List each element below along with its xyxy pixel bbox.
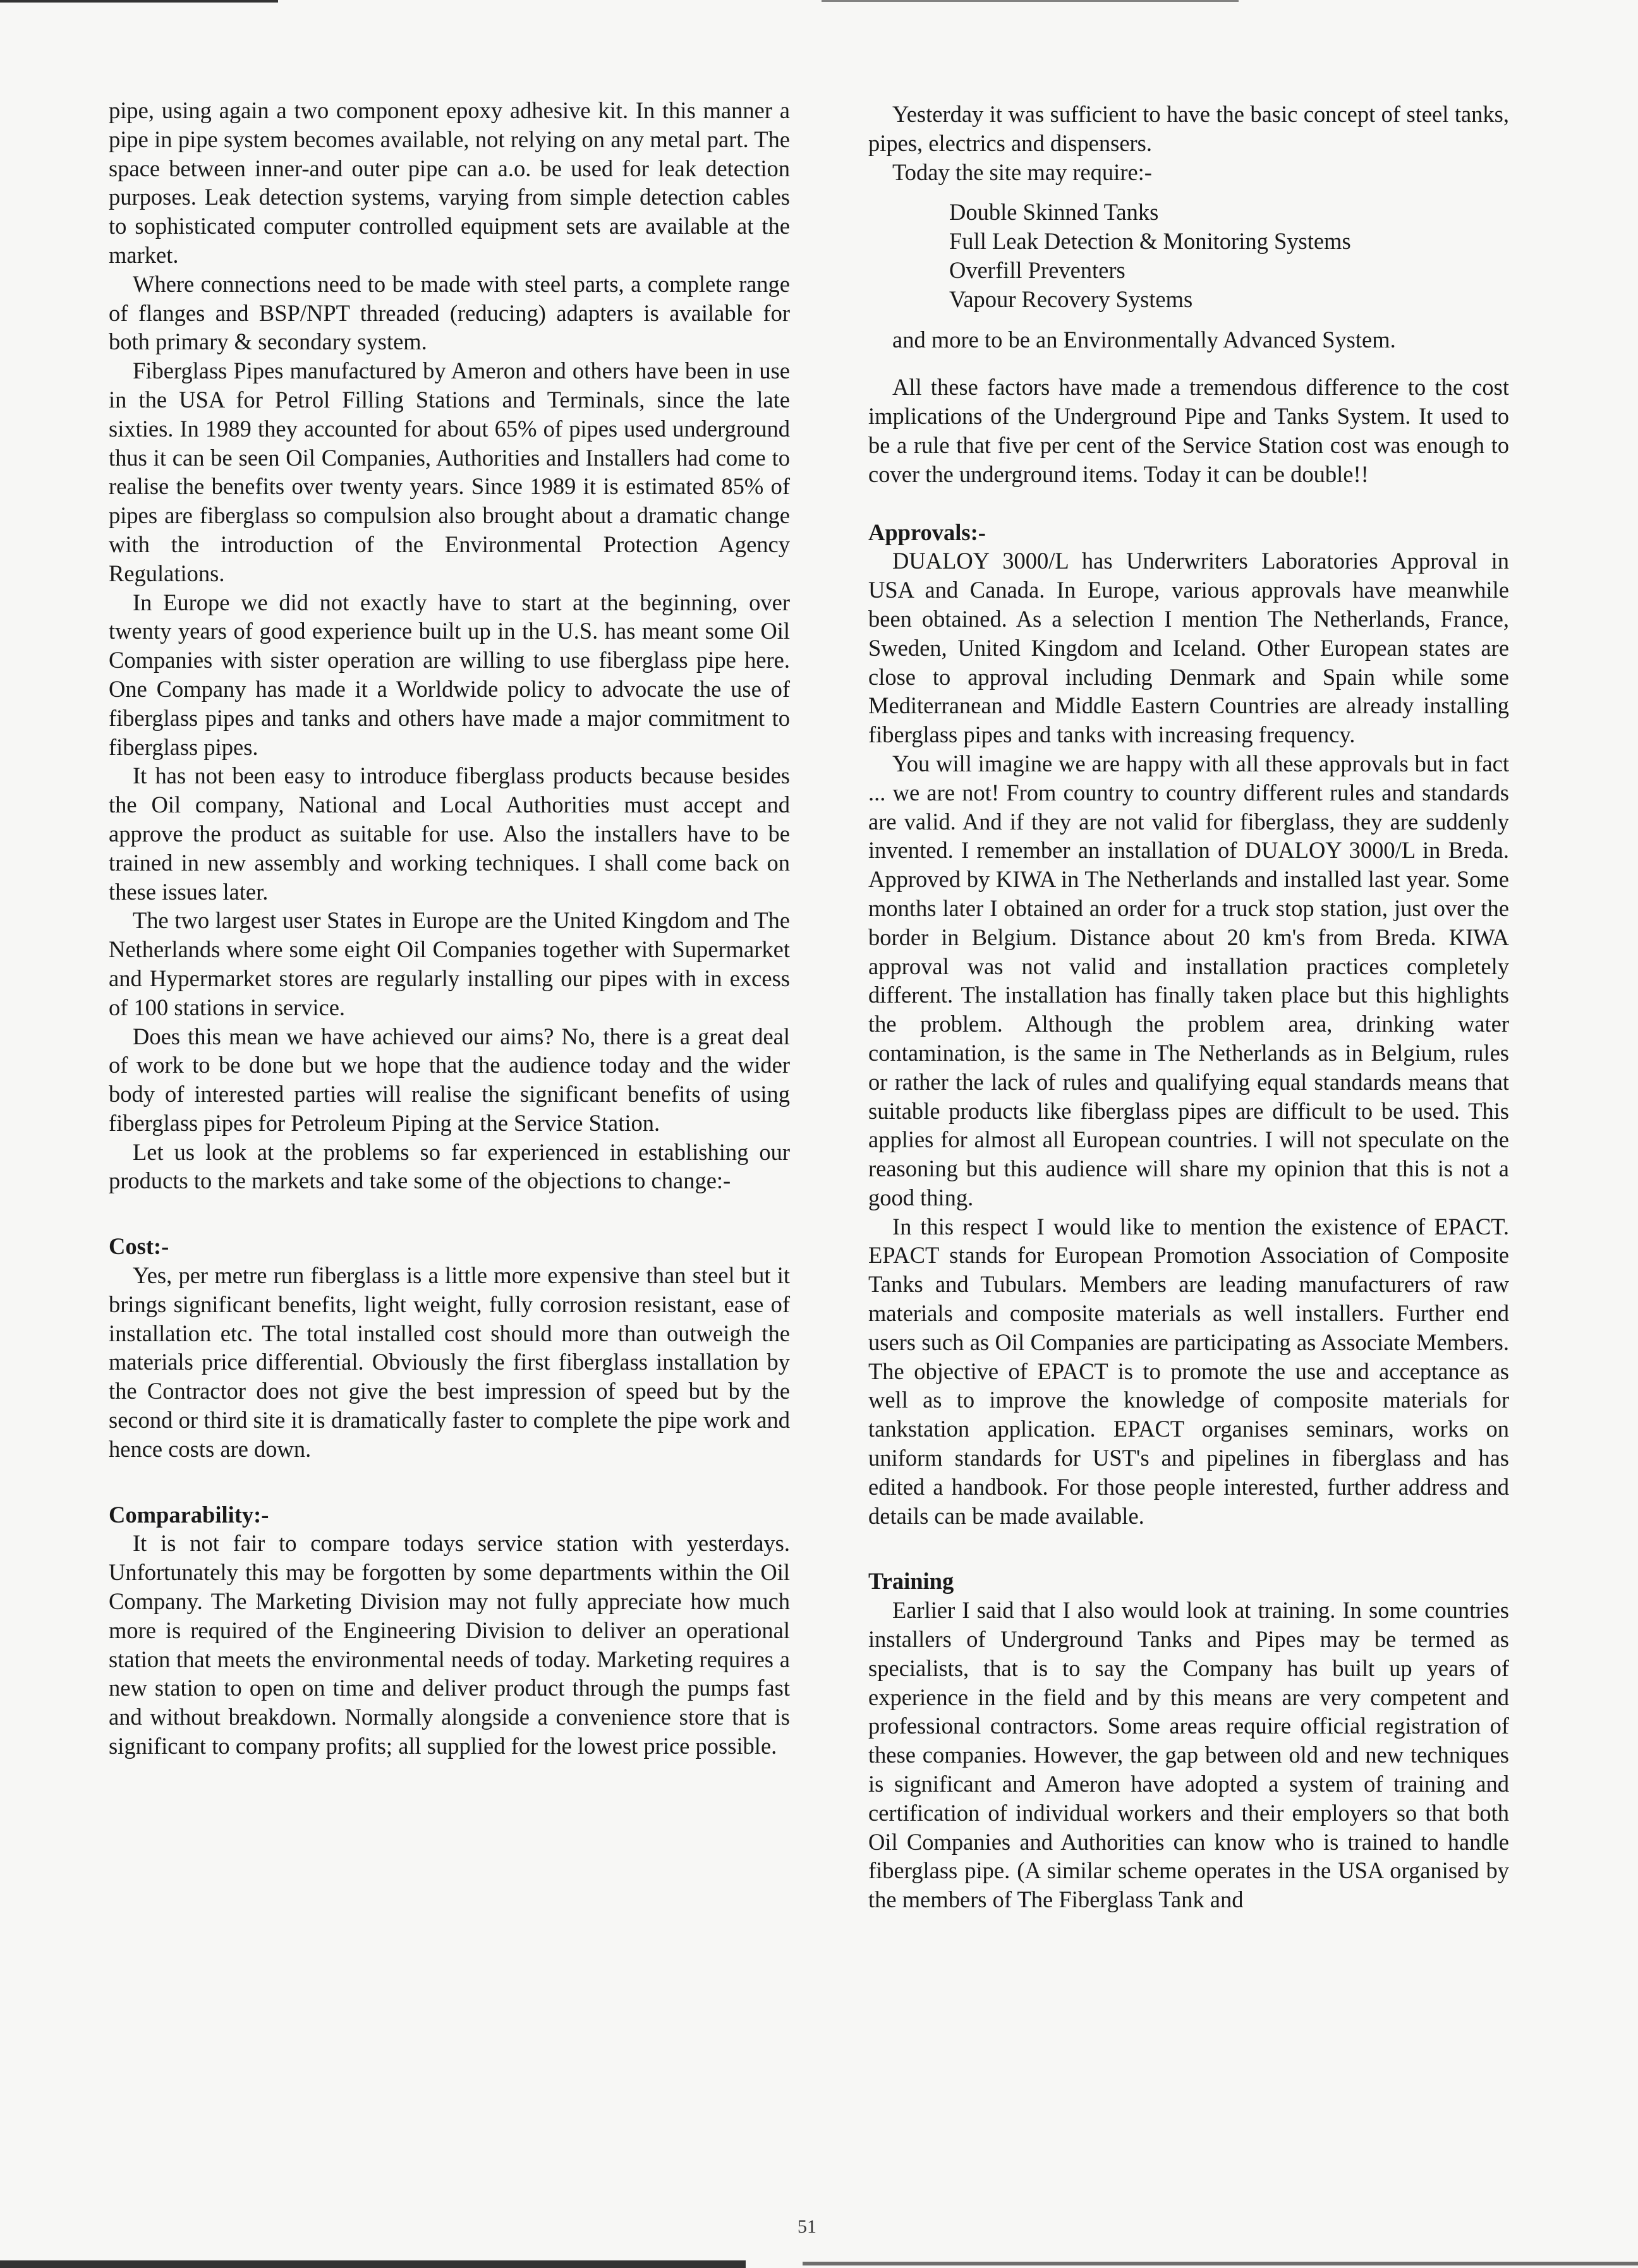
left-column [109, 96, 790, 1761]
list-item: Overfill Preventers [949, 256, 1125, 283]
paragraph: It has not been easy to introduce fiberglass products because besides the Oil company, National and Local Authorities must accept and approve the product as suitable for use. Also the installers have to be trained in new assembly and working techniques. I shall come back on these issues later. [109, 763, 790, 905]
paragraph: and more to be an Environmentally Advanced System. [892, 326, 1396, 353]
paragraph: In this respect I would like to mention the existence of EPACT. EPACT stands for European Promotion Association of Composite Tanks and Tubulars. Members are leading manufacturers of raw materials and composite materials as well installers. Further end users such as Oil Companies are participating as Associate Members. The objective of EPACT is to promote the use and acceptance as well as to improve the knowledge of composite materials for tankstation application. EPACT organises seminars, works on uniform standards for UST's and pipelines in fiberglass and has edited a handbook. For those people interested, further address and details can be made available. [868, 1213, 1509, 1529]
section-heading-training: Training [868, 1568, 954, 1595]
paragraph: The two largest user States in Europe are the United Kingdom and The Netherlands where some eight Oil Companies together with Supermarket and Hypermarket stores are regularly installing our pipes with in excess of 100 stations in service. [109, 907, 790, 1020]
right-column [868, 100, 1509, 1914]
section-gap [868, 1530, 1509, 1567]
requirements-list [949, 198, 1509, 313]
section-heading-approvals: Approvals:- [868, 519, 986, 545]
scan-edge-top-right [822, 0, 1239, 2]
scan-edge-bottom-right [803, 2262, 1638, 2265]
paragraph: In Europe we did not exactly have to start at the beginning, over twenty years of good experience built up in the U.S. has meant some Oil Companies with sister operation are willing to use fiberglass pipe here. One Company has made it a Worldwide policy to advocate the use of fiberglass pipes and tanks and others have made a major commitment to fiberglass pipes. [109, 589, 790, 760]
list-item: Vapour Recovery Systems [949, 286, 1193, 312]
paragraph: Where connections need to be made with steel parts, a complete range of flanges and BSP/NPT threaded (reducing) adapters is available for both primary & secondary system. [109, 270, 790, 355]
scan-edge-top-left [0, 0, 278, 3]
paragraph: Let us look at the problems so far experienced in establishing our products to the markets and take some of the objections to change:- [109, 1138, 790, 1194]
section-heading-comparability: Comparability:- [109, 1501, 269, 1528]
section-gap [109, 1464, 790, 1500]
scan-edge-bottom-left [0, 2260, 746, 2268]
page-number: 51 [798, 2216, 816, 2237]
section-gap [868, 354, 1509, 373]
section-gap [868, 489, 1509, 518]
paragraph: Fiberglass Pipes manufactured by Ameron and others have been in use in the USA for Petrol Filling Stations and Terminals, since the late sixties. In 1989 they accounted for about 65% of pipes used underground thus it can be seen Oil Companies, Authorities and Installers had come to realise the benefits over twenty years. Since 1989 it is estimated 85% of pipes are fiberglass so compulsion also brought about a dramatic change with the introduction of the Environmental Protection Agency Regulations. [109, 358, 790, 586]
paragraph: Does this mean we have achieved our aims? No, there is a great deal of work to be done but we hope that the audience today and the wider body of interested parties will realise the significant benefits of using fiberglass pipes for Petroleum Piping at the Service Station. [109, 1023, 790, 1136]
list-item: Double Skinned Tanks [949, 199, 1159, 226]
paragraph: pipe, using again a two component epoxy adhesive kit. In this manner a pipe in pipe system becomes available, not relying on any metal part. The space between inner-and outer pipe can a.o. be used for leak detection purposes. Leak detection systems, varying from simple detection cables to sophisticated computer controlled equipment sets are available at the market. [109, 97, 790, 268]
paragraph: All these factors have made a tremendous difference to the cost implications of the Underground Pipe and Tanks System. It used to be a rule that five per cent of the Service Station cost was enough to cover the underground items. Today it can be double!! [868, 374, 1509, 487]
paragraph: Yes, per metre run fiberglass is a little more expensive than steel but it brings significant benefits, light weight, fully corrosion resistant, ease of installation etc. The total installed cost should more than outweigh the materials price differential. Obviously the first fiberglass installation by the Contractor does not give the best impression of speed but by the second or third site it is dramatically faster to complete the pipe work and hence costs are down. [109, 1262, 790, 1462]
paragraph: Today the site may require:- [892, 159, 1152, 185]
paragraph: Earlier I said that I also would look at training. In some countries installers of Underground Tanks and Pipes may be termed as specialists, that is to say the Company has built up years of experience in the field and by this means are very competent and professional contractors. Some areas require official registration of these companies. However, the gap between old and new techniques is significant and Ameron have adopted a system of training and certification of individual workers and their employers so that both Oil Companies and Authorities can know who is trained to handle fiberglass pipe. (A similar scheme operates in the USA organised by the members of The Fiberglass Tank and [868, 1597, 1509, 1913]
paragraph: Yesterday it was sufficient to have the basic concept of steel tanks, pipes, electrics and dispensers. [868, 101, 1509, 156]
paragraph: It is not fair to compare todays service station with yesterdays. Unfortunately this may be forgotten by some departments within the Oil Company. The Marketing Division may not fully appreciate how much more is required of the Engineering Division to deliver an operational station that meets the environmental needs of today. Marketing requires a new station to open on time and deliver product through the pumps fast and without breakdown. Normally alongside a convenience store that is significant to company profits; all supplied for the lowest price possible. [109, 1530, 790, 1759]
section-gap [109, 1195, 790, 1232]
paragraph: DUALOY 3000/L has Underwriters Laboratories Approval in USA and Canada. In Europe, various approvals have meanwhile been obtained. As a selection I mention The Netherlands, France, Sweden, United Kingdom and Iceland. Other European states are close to approval including Denmark and Spain while some Mediterranean and Middle Eastern Countries are already installing fiberglass pipes and tanks with increasing frequency. [868, 548, 1509, 748]
list-item: Full Leak Detection & Monitoring Systems [949, 228, 1351, 255]
paragraph: You will imagine we are happy with all these approvals but in fact ... we are not! From country to country different rules and standards are valid. And if they are not valid for fiberglass, they are suddenly invented. I remember an installation of DUALOY 3000/L in Breda. Approved by KIWA in The Netherlands and installed last year. Some months later I obtained an order for a truck stop station, just over the border in Belgium. Distance about 20 km's from Breda. KIWA approval was not valid and installation practices completely different. The installation has finally taken place but this highlights the problem. Although the problem area, drinking water contamination, is the same in The Netherlands as in Belgium, rules or rather the lack of rules and qualifying equal standards means that suitable products like fiberglass pipes are difficult to be used. This applies for almost all European countries. I will not speculate on the reasoning but this audience will share my opinion that this is not a good thing. [868, 750, 1509, 1210]
section-heading-cost: Cost:- [109, 1233, 169, 1260]
